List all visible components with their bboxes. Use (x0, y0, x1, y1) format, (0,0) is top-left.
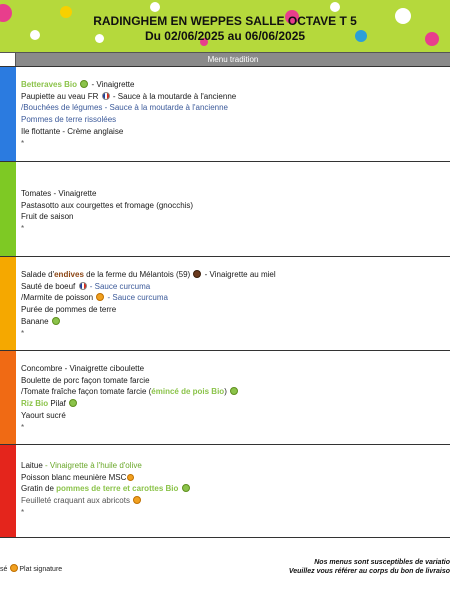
signature-dish-icon (10, 564, 18, 572)
dish-name: Paupiette au veau FR (21, 91, 99, 101)
day-row-4 (0, 350, 450, 444)
menu-title (0, 14, 450, 44)
menu-line (21, 386, 446, 398)
dish-name: /Bouchées de légumes - Sauce à la moutarde à l'ancienne (21, 103, 228, 113)
dish-name-bio: Riz Bio (21, 399, 49, 409)
menu-line (21, 114, 446, 126)
legend-signature-label: Plat signature (19, 566, 63, 573)
bio-leaf-icon (230, 387, 238, 395)
menu-line (21, 292, 446, 304)
day-color-bar (0, 445, 16, 537)
menu-line (21, 483, 446, 495)
day-color-bar (0, 257, 16, 350)
day-row-1 (0, 66, 450, 161)
menu-line: Concombre - Vinaigrette ciboulette (21, 364, 145, 373)
dish-name: Sauté de boeuf (21, 281, 76, 291)
dish-name: Poisson blanc meunière MSC (21, 472, 127, 482)
france-flag-icon (102, 92, 110, 100)
dish-name: /Marmite de poisson (21, 293, 94, 303)
menu-line: * (21, 507, 25, 517)
dish-sauce: - Vinaigrette (89, 80, 135, 89)
dish-sauce: - Sauce à la moutarde à l'ancienne (110, 91, 237, 101)
day-color-bar (0, 162, 16, 256)
dish-name: ) (224, 387, 227, 397)
confetti-dot (330, 2, 340, 12)
menu-line: Purée de pommes de terre (21, 305, 117, 315)
dish-sauce: - Vinaigrette à l'huile d'olive (42, 461, 142, 470)
menu-line: * (21, 422, 25, 432)
column-header-spacer (0, 53, 16, 66)
signature-dish-icon (96, 293, 104, 301)
day-menu (21, 269, 446, 339)
menu-line (21, 495, 446, 507)
dish-name: Laitue (21, 461, 43, 470)
dish-sauce: - Sauce curcuma (87, 281, 151, 291)
disclaimer-line-1: Nos menus sont susceptibles de variatio (314, 559, 450, 566)
day-row-3 (0, 256, 450, 350)
day-row-5 (0, 444, 450, 538)
dish-name: Pilaf (48, 399, 66, 409)
column-header-label: Menu tradition (207, 55, 259, 64)
confetti-dot (150, 2, 160, 12)
menu-line: Yaourt sucré (21, 410, 66, 420)
dish-name: Gratin de (21, 484, 57, 494)
day-menu (21, 460, 446, 519)
dish-name: Banane (21, 316, 49, 326)
site-name: RADINGHEM EN WEPPES SALLE OCTAVE T 5 (93, 14, 357, 28)
dish-name-highlight: endives (54, 270, 84, 279)
dish-sauce: - Crème anglaise (60, 126, 124, 136)
dish-name: Feuilleté craquant aux abricots (21, 496, 130, 506)
menu-line (21, 316, 446, 328)
day-menu (21, 363, 446, 433)
france-flag-icon (79, 282, 87, 290)
dish-name: /Tomate fraîche façon tomate farcie ( (21, 387, 152, 397)
regional-product-icon (193, 270, 201, 278)
menu-line (21, 269, 446, 281)
menu-line (21, 102, 446, 114)
dish-name-bio: pommes de terre et carottes Bio (56, 484, 179, 494)
dish-name: Salade d' (21, 270, 55, 279)
menu-line (21, 79, 446, 91)
menu-line: * (21, 328, 25, 338)
bio-leaf-icon (182, 484, 190, 492)
menu-line: * (21, 138, 25, 148)
dish-origin: de la ferme du Mélantois (59) (83, 270, 191, 279)
dish-name-bio: émincé de pois Bio (151, 387, 225, 397)
menu-line: Fruit de saison (21, 212, 74, 222)
disclaimer (289, 558, 450, 576)
dish-name: Pommes de terre rissolées (21, 115, 117, 125)
menu-line (21, 472, 446, 484)
msc-label-icon (127, 474, 134, 481)
dish-name: Betteraves Bio (21, 80, 78, 89)
signature-dish-icon (133, 496, 141, 504)
menu-line (21, 281, 446, 293)
day-color-bar (0, 351, 16, 444)
menu-line: Boulette de porc façon tomate farcie (21, 375, 150, 385)
day-color-bar (0, 67, 16, 161)
legend (0, 564, 62, 573)
column-header (0, 52, 450, 66)
menu-line (21, 398, 446, 410)
day-row-2 (0, 161, 450, 256)
day-menu (21, 188, 446, 235)
dish-sauce: - Vinaigrette au miel (202, 270, 276, 279)
menu-line (21, 460, 446, 472)
dish-sauce: - Sauce curcuma (105, 293, 168, 303)
menu-line: Tomates - Vinaigrette (21, 189, 97, 198)
day-menu (21, 79, 446, 149)
dish-name: Ile flottante (21, 126, 61, 136)
menu-line (21, 91, 446, 103)
bio-leaf-icon (80, 80, 88, 88)
menu-line (21, 126, 446, 138)
bio-leaf-icon (52, 317, 60, 325)
menu-line: * (21, 224, 25, 234)
legend-prefix: sé (0, 566, 8, 573)
menu-header-banner (0, 0, 450, 52)
disclaimer-line-2: Veuillez vous référer au corps du bon de livraiso (288, 568, 450, 575)
menu-line: Pastasotto aux courgettes et fromage (gnocchis) (21, 200, 194, 210)
date-range: Du 02/06/2025 au 06/06/2025 (144, 29, 306, 43)
bio-leaf-icon (69, 399, 77, 407)
